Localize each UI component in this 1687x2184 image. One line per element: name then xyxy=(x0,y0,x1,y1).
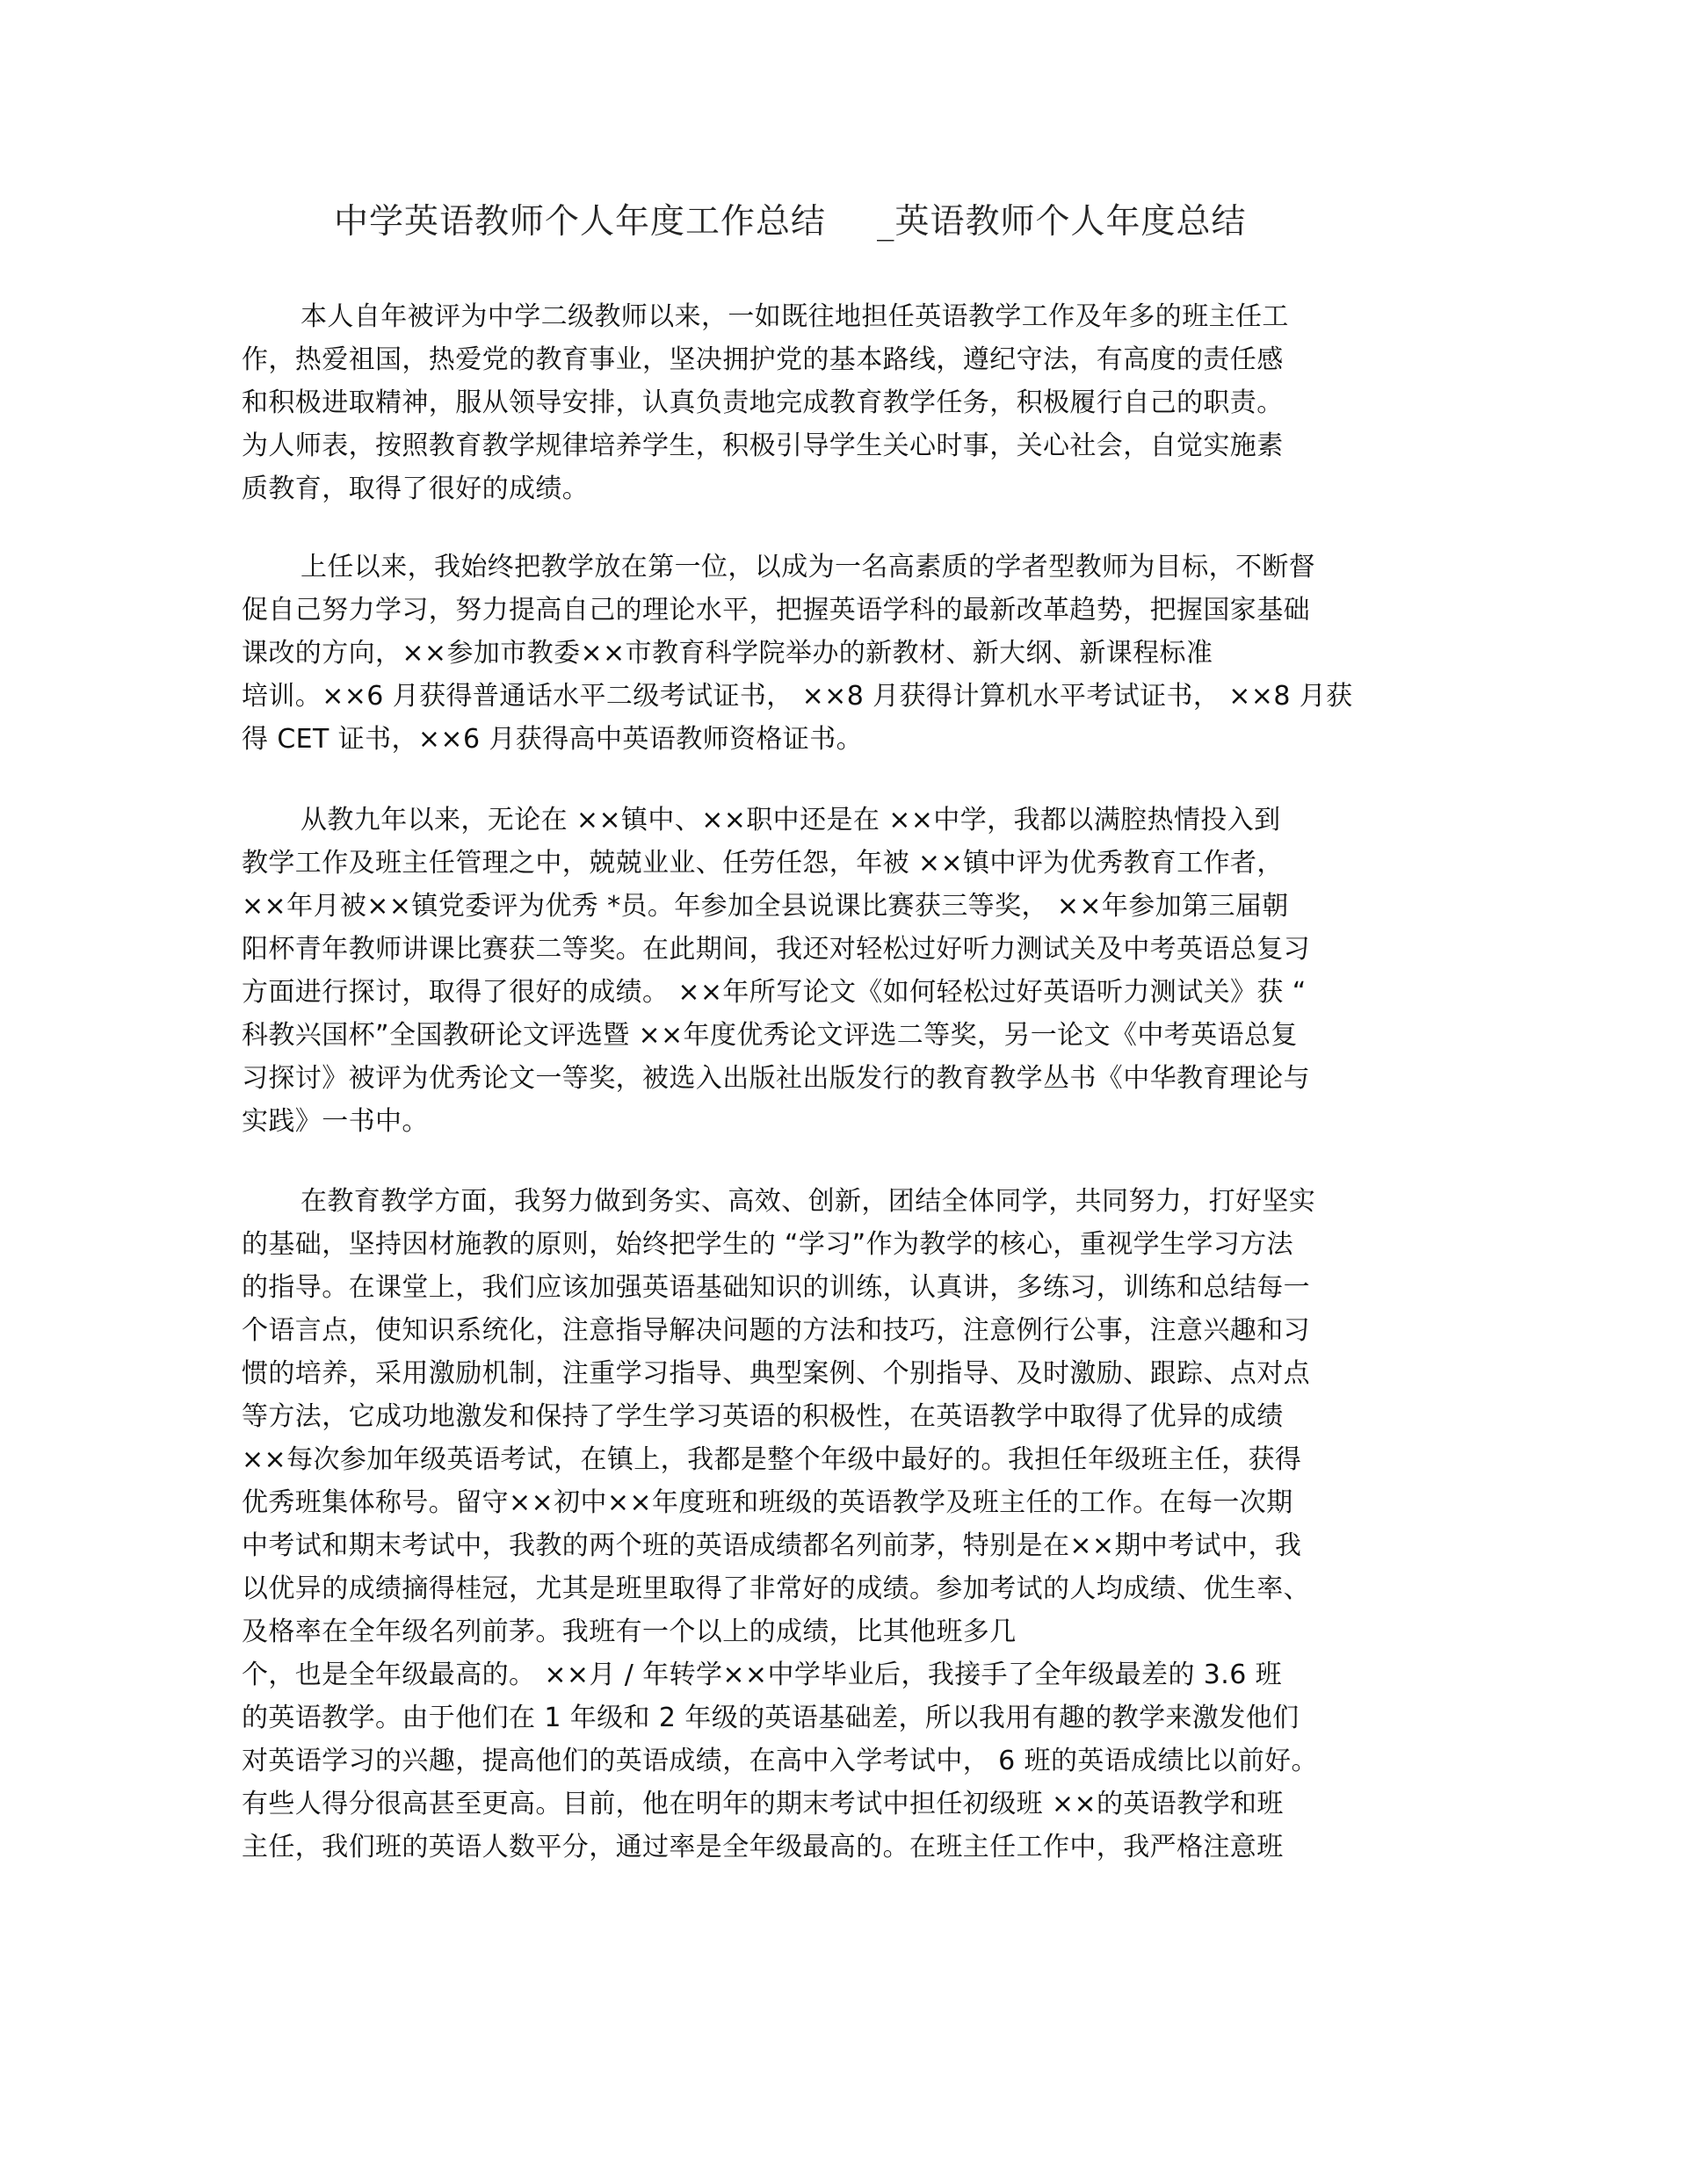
paragraph-1 xyxy=(242,295,1419,510)
paragraph-line: 中考试和期末考试中，我教的两个班的英语成绩都名列前茅，特别是在××期中考试中，我 xyxy=(242,1530,1302,1561)
paragraph-line: 有些人得分很高甚至更高。目前，他在明年的期末考试中担任初级班 ××的英语教学和班 xyxy=(242,1789,1284,1819)
paragraph-line: 促自己努力学习，努力提高自己的理论水平，把握英语学科的最新改革趋势，把握国家基础 xyxy=(242,595,1310,626)
paragraph-line: 主任，我们班的英语人数平分，通过率是全年级最高的。在班主任工作中，我严格注意班 xyxy=(242,1832,1284,1862)
paragraph-line: 在教育教学方面，我努力做到务实、高效、创新，团结全体同学，共同努力，打好坚实 xyxy=(300,1186,1316,1217)
paragraph-line: 习探讨》被评为优秀论文一等奖，被选入出版社出版发行的教育教学丛书《中华教育理论与 xyxy=(242,1063,1310,1094)
paragraph-line: 对英语学习的兴趣，提高他们的英语成绩，在高中入学考试中， 6 班的英语成绩比以前好。 xyxy=(242,1746,1318,1776)
paragraph-line: 作，热爱祖国，热爱党的教育事业，坚决拥护党的基本路线，遵纪守法，有高度的责任感 xyxy=(242,344,1284,375)
document-title xyxy=(334,200,1388,244)
paragraph-line: 以优异的成绩摘得桂冠，尤其是班里取得了非常好的成绩。参加考试的人均成绩、优生率、 xyxy=(242,1573,1310,1604)
paragraph-line: 个，也是全年级最高的。 ××月 / 年转学××中学毕业后，我接手了全年级最差的 3.6 班 xyxy=(242,1660,1283,1690)
paragraph-line: 质教育，取得了很好的成绩。 xyxy=(242,474,590,504)
paragraph-2 xyxy=(242,546,1419,761)
paragraph-line: 及格率在全年级名列前茅。我班有一个以上的成绩，比其他班多几 xyxy=(242,1616,1017,1647)
paragraph-line: ××年月被××镇党委评为优秀 *员。年参加全县说课比赛获三等奖， ××年参加第三届朝 xyxy=(242,891,1289,922)
paragraph-line: 的指导。在课堂上，我们应该加强英语基础知识的训练，认真讲，多练习，训练和总结每一 xyxy=(242,1272,1310,1303)
paragraph-line: 的英语教学。由于他们在 1 年级和 2 年级的英语基础差，所以我用有趣的教学来激发他们 xyxy=(242,1703,1300,1733)
paragraph-line: 课改的方向，××参加市教委××市教育科学院举办的新教材、新大纲、新课程标准 xyxy=(242,638,1213,669)
paragraph-line: 实践》一书中。 xyxy=(242,1106,429,1137)
paragraph-line: 上任以来，我始终把教学放在第一位，以成为一名高素质的学者型教师为目标，不断督 xyxy=(300,552,1316,582)
paragraph-line: 惯的培养，采用激励机制，注重学习指导、典型案例、个别指导、及时激励、跟踪、点对点 xyxy=(242,1358,1310,1389)
paragraph-line: 得 CET 证书，××6 月获得高中英语教师资格证书。 xyxy=(242,724,863,755)
paragraph-line: 培训。××6 月获得普通话水平二级考试证书， ××8 月获得计算机水平考试证书， ××8 月获 xyxy=(242,681,1353,712)
paragraph-line: 阳杯青年教师讲课比赛获二等奖。在此期间，我还对轻松过好听力测试关及中考英语总复习 xyxy=(242,934,1310,965)
paragraph-line: 科教兴国杯”全国教研论文评选暨 ××年度优秀论文评选二等奖，另一论文《中考英语总复 xyxy=(242,1020,1298,1051)
paragraph-line: 的基础，坚持因材施教的原则，始终把学生的 “学习”作为教学的核心，重视学生学习方法 xyxy=(242,1229,1294,1260)
paragraph-3 xyxy=(242,799,1419,1143)
paragraph-line: 为人师表，按照教育教学规律培养学生，积极引导学生关心时事，关心社会，自觉实施素 xyxy=(242,430,1284,461)
paragraph-line: 个语言点，使知识系统化，注意指导解决问题的方法和技巧，注意例行公事，注意兴趣和习 xyxy=(242,1315,1310,1346)
paragraph-line: 教学工作及班主任管理之中，兢兢业业、任劳任怨，年被 ××镇中评为优秀教育工作者， xyxy=(242,848,1284,879)
paragraph-line: 本人自年被评为中学二级教师以来，一如既往地担任英语教学工作及年多的班主任工 xyxy=(300,301,1289,332)
paragraph-line: ××每次参加年级英语考试，在镇上，我都是整个年级中最好的。我担任年级班主任，获得 xyxy=(242,1444,1302,1475)
paragraph-line: 等方法，它成功地激发和保持了学生学习英语的积极性，在英语教学中取得了优异的成绩 xyxy=(242,1401,1284,1432)
paragraph-line: 和积极进取精神，服从领导安排，认真负责地完成教育教学任务，积极履行自己的职责。 xyxy=(242,387,1284,418)
paragraph-4 xyxy=(242,1180,1419,1869)
paragraph-line: 从教九年以来，无论在 ××镇中、××职中还是在 ××中学，我都以满腔热情投入到 xyxy=(300,805,1281,835)
paragraph-line: 优秀班集体称号。留守××初中××年度班和班级的英语教学及班主任的工作。在每一次期 xyxy=(242,1487,1293,1518)
paragraph-line: 方面进行探讨，取得了很好的成绩。 ××年所写论文《如何轻松过好英语听力测试关》获 “ xyxy=(242,977,1307,1008)
title-main: 中学英语教师个人年度工作总结 xyxy=(334,202,827,242)
title-sub: _英语教师个人年度总结 xyxy=(877,202,1247,242)
